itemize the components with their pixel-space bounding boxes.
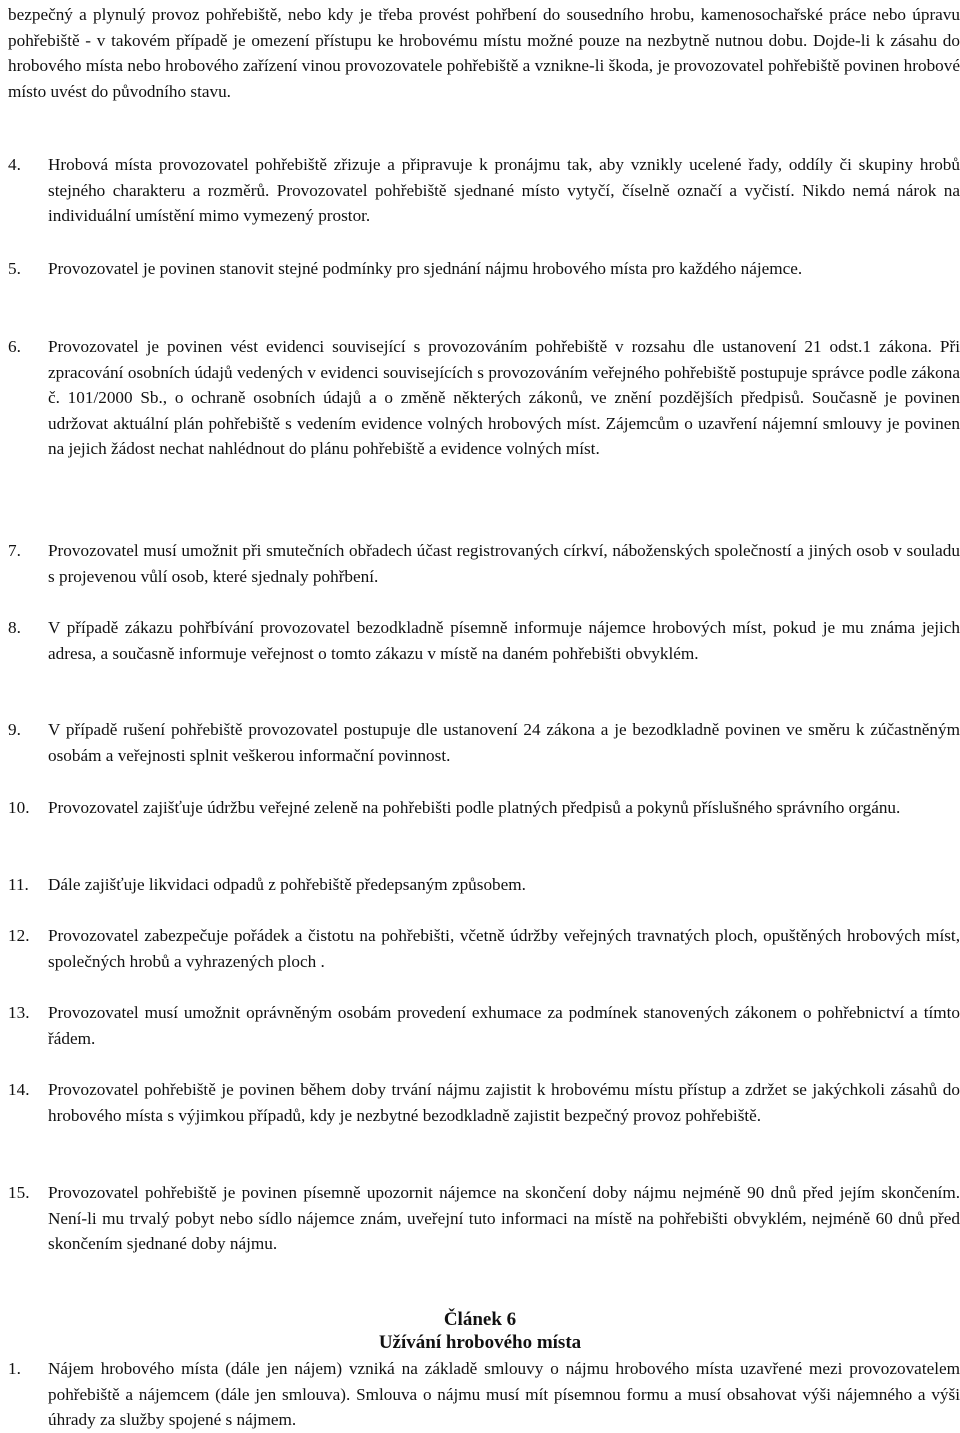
item-text: Provozovatel pohřebiště je povinen během doby trvání nájmu zajistit k hrobovému místu přístup a zdržet se jakýchkoli zásahů do hrobového místa s výjimkou případů, kdy je nezbytné bezodkladně zajistit bezpečný provoz pohřebiště. [48,1080,960,1125]
item-text: Hrobová místa provozovatel pohřebiště zřizuje a připravuje k pronájmu tak, aby vznikly ucelené řady, oddíly či skupiny hrobů stejného charakteru a rozměrů. Provozovatel pohřebiště sjednané místo vytyčí, číselně označí a vyčistí. Nikdo nemá nárok na individuální umístění mimo vymezený prostor. [48,155,960,225]
item-text: V případě rušení pohřebiště provozovatel postupuje dle ustanovení 24 zákona a je bezodkladně povinen ve směru k zúčastněným osobám a veřejnosti splnit veškerou informační povinnost. [48,720,960,765]
list-item-15 [8,1180,960,1257]
intro-paragraph: bezpečný a plynulý provoz pohřebiště, nebo kdy je třeba provést pohřbení do sousedního hrobu, kamenosochařské práce nebo úpravu pohřebiště - v takovém případě je omezení přístupu ke hrobovému místu možné pouze na nezbytně nutnou dobu. Dojde-li k zásahu do hrobového místa nebo hrobového zařízení vinou provozovatele pohřebiště a vznikne-li škoda, je provozovatel pohřebiště povinen hrobové místo uvést do původního stavu. [8,5,960,101]
list-item-12 [8,923,960,974]
article-title: Užívání hrobového místa [378,1332,582,1353]
list-item-13 [8,1000,960,1051]
item-number: 9. [8,720,21,739]
item-text: Provozovatel pohřebiště je povinen písemně upozornit nájemce na skončení doby nájmu nejméně 90 dnů před jejím skončením. Není-li mu trvalý pobyt nebo sídlo nájemce znám, uveřejní tuto informaci na místě na pohřebišti obvyklém, nejméně 60 dnů před skončením sjednané doby nájmu. [48,1183,960,1253]
item-number: 8. [8,618,21,637]
item-number: 6. [8,337,21,356]
article-number: Článek 6 [443,1309,517,1330]
list-item-10 [8,795,960,821]
item-text: Provozovatel musí umožnit oprávněným osobám provedení exhumace za podmínek stanovených zákonem o pohřebnictví a tímto řádem. [48,1003,960,1048]
item-number: 13. [8,1003,30,1022]
item-number: 14. [8,1080,30,1099]
article-list-item-1 [8,1356,960,1433]
item-text: Nájem hrobového místa (dále jen nájem) vzniká na základě smlouvy o nájmu hrobového místa uzavřené mezi provozovatelem pohřebiště a nájemcem (dále jen smlouva). Smlouva o nájmu musí mít písemnou formu a musí obsahovat výši nájemného a výši úhrady za služby spojené s nájmem. [48,1359,960,1429]
item-number: 15. [8,1183,30,1202]
item-text: Provozovatel je povinen stanovit stejné podmínky pro sjednání nájmu hrobového místa pro každého nájemce. [48,259,803,278]
list-item-7 [8,538,960,589]
item-number: 11. [8,875,29,894]
list-item-9 [8,717,960,768]
item-text: Provozovatel zabezpečuje pořádek a čistotu na pohřebišti, včetně údržby veřejných travnatých ploch, opuštěných hrobových míst, společných hrobů a vyhrazených ploch . [48,926,960,971]
item-text: Provozovatel je povinen vést evidenci související s provozováním pohřebiště v rozsahu dle ustanovení 21 odst.1 zákona. Při zpracování osobních údajů vedených v evidenci souvisejících s provozováním veřejného pohřebiště postupuje správce podle zákona č. 101/2000 Sb., o ochraně osobních údajů a o změně některých zákonů, ve znění pozdějších předpisů. Současně je povinen udržovat aktuální plán pohřebiště s vedením evidence volných hrobových míst. Zájemcům o uzavření nájemní smlouvy je povinen na jejich žádost nechat nahlédnout do plánu pohřebiště a evidence volných míst. [48,337,960,458]
item-number: 10. [8,798,30,817]
list-item-11 [8,872,960,898]
list-item-6 [8,334,960,462]
item-number: 12. [8,926,30,945]
item-number: 1. [8,1359,21,1378]
item-number: 5. [8,259,21,278]
list-item-4 [8,152,960,229]
list-item-8 [8,615,960,666]
item-text: V případě zákazu pohřbívání provozovatel bezodkladně písemně informuje nájemce hrobových míst, pokud je mu známa jejich adresa, a současně informuje veřejnost o tomto zákazu v místě na daném pohřebišti obvyklém. [48,618,960,663]
item-text: Provozovatel zajišťuje údržbu veřejné zeleně na pohřebišti podle platných předpisů a pokynů příslušného správního orgánu. [48,798,901,817]
list-item-5 [8,256,960,282]
item-number: 4. [8,155,21,174]
item-number: 7. [8,541,21,560]
item-text: Provozovatel musí umožnit při smutečních obřadech účast registrovaných církví, náboženských společností a jiných osob v souladu s projevenou vůlí osob, které sjednaly pohřbení. [48,541,960,586]
list-item-14 [8,1077,960,1128]
item-text: Dále zajišťuje likvidaci odpadů z pohřebiště předepsaným způsobem. [48,875,526,894]
